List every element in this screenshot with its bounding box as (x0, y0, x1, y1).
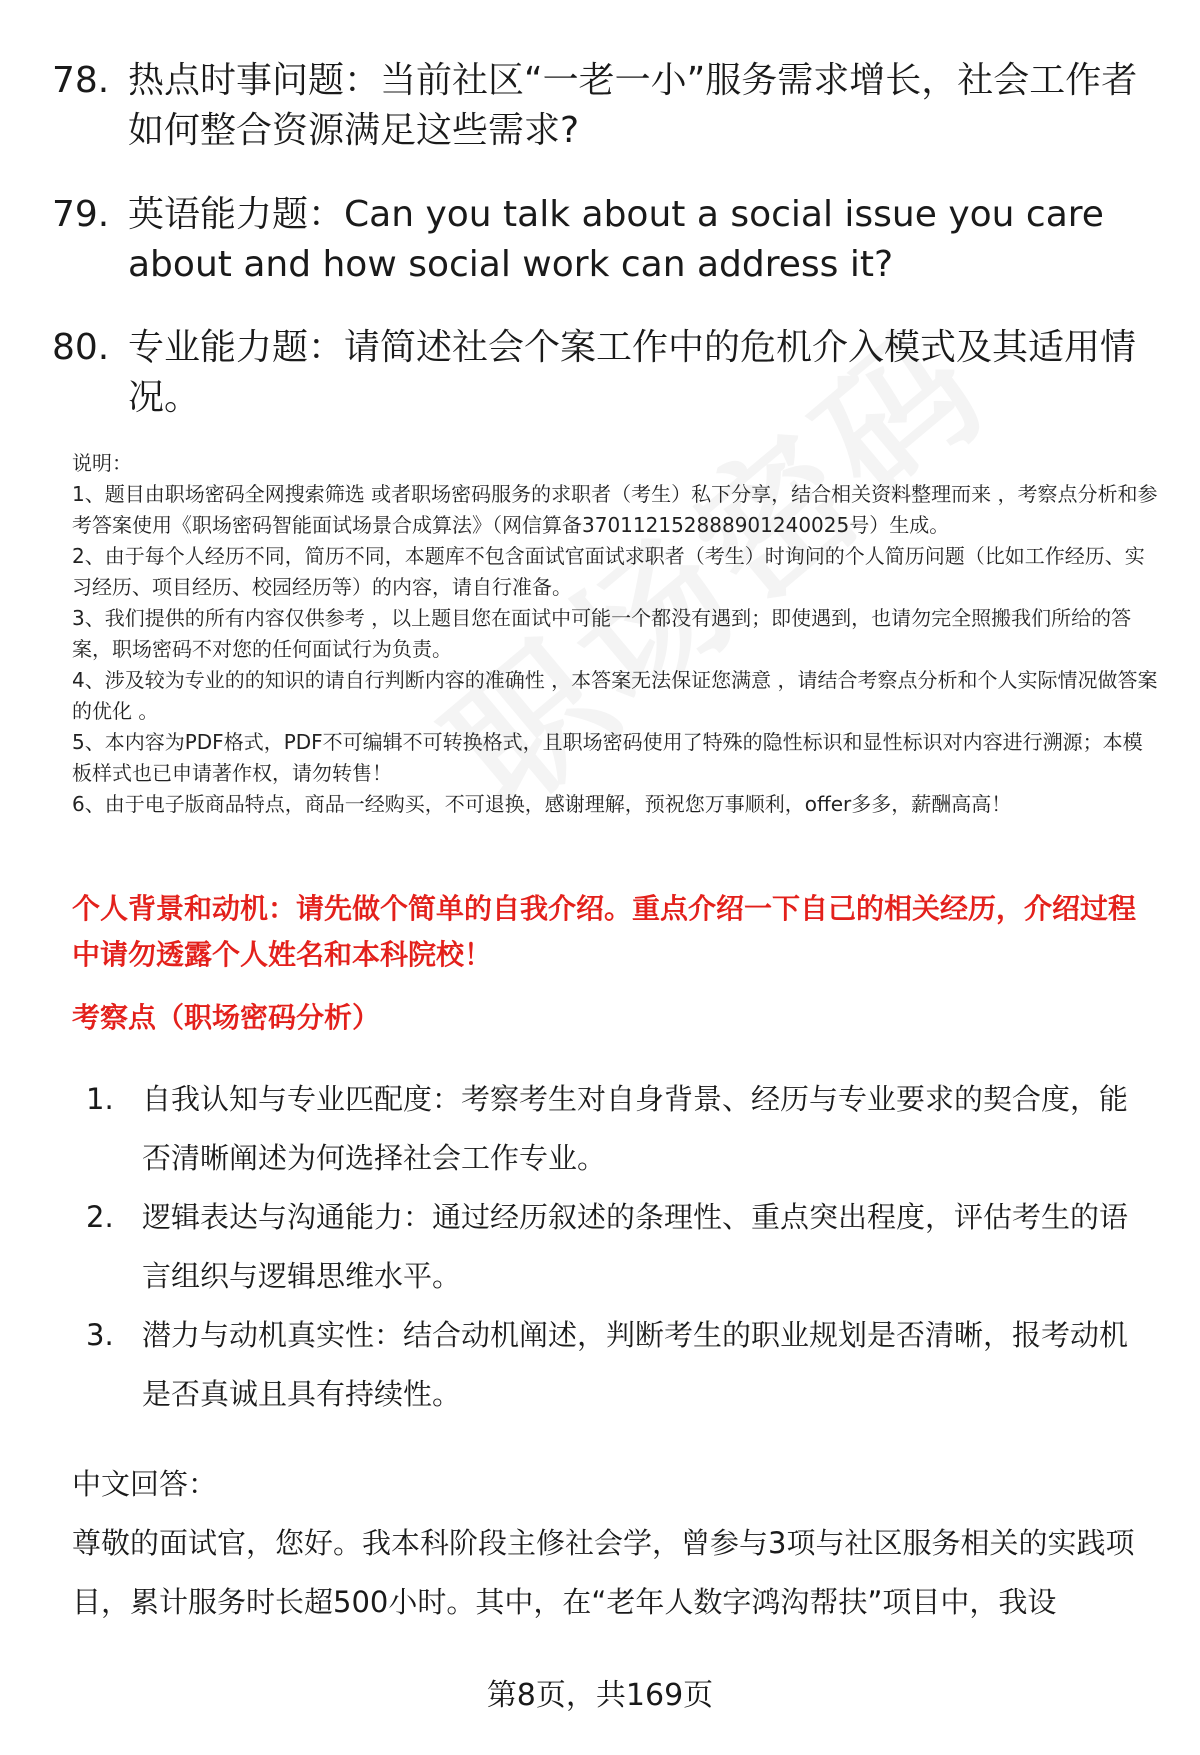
point-number: 1. (86, 1082, 114, 1116)
section-heading: 个人背景和动机：请先做个简单的自我介绍。重点介绍一下自己的相关经历，介绍过程中请勿透露个人姓名和本科院校！ (72, 892, 1137, 971)
question-number: 79. (52, 194, 110, 235)
page-number: 第8页，共169页 (486, 1678, 714, 1713)
note-item: 2、由于每个人经历不同，简历不同，本题库不包含面试官面试求职者（考生）时询问的个人简历问题（比如工作经历、实习经历、项目经历、校园经历等）的内容，请自行准备。 (72, 544, 1145, 599)
point-text: 自我认知与专业匹配度：考察考生对自身背景、经历与专业要求的契合度，能否清晰阐述为何选择社会工作专业。 (142, 1082, 1129, 1175)
notes-section (72, 448, 1162, 820)
note-item: 3、我们提供的所有内容仅供参考 ，以上题目您在面试中可能一个都没有遇到；即使遇到，也请勿完全照搬我们所给的答案，职场密码不对您的任何面试行为负责。 (72, 606, 1132, 661)
points-heading: 考察点（职场密码分析） (72, 1001, 381, 1034)
answer-heading: 中文回答： (72, 1467, 218, 1501)
question-text: 专业能力题：请简述社会个案工作中的危机介入模式及其适用情况。 (128, 327, 1137, 418)
point-text: 潜力与动机真实性：结合动机阐述，判断考生的职业规划是否清晰，报考动机是否真诚且具有持续性。 (142, 1318, 1129, 1411)
question-79 (52, 190, 1142, 290)
note-item: 5、本内容为PDF格式，PDF不可编辑不可转换格式，且职场密码使用了特殊的隐性标识和显性标识对内容进行溯源；本模板样式也已申请著作权，请勿转售！ (72, 730, 1143, 785)
question-text: 英语能力题：Can you talk about a social issue you care about and how social work can address it? (128, 194, 1104, 285)
point-item (72, 1070, 1152, 1188)
question-text: 热点时事问题：当前社区“一老一小”服务需求增长，社会工作者如何整合资源满足这些需求? (128, 60, 1138, 151)
point-item (72, 1188, 1152, 1306)
question-number: 80. (52, 327, 110, 368)
notes-title: 说明： (72, 451, 132, 475)
point-item (72, 1306, 1152, 1424)
point-number: 2. (86, 1200, 114, 1234)
points-list (72, 1070, 1152, 1424)
note-item: 4、涉及较为专业的的知识的请自行判断内容的准确性 ，本答案无法保证您满意 ，请结合考察点分析和个人实际情况做答案的优化 。 (72, 668, 1158, 723)
note-item: 6、由于电子版商品特点，商品一经购买，不可退换，感谢理解，预祝您万事顺利，offer多多，薪酬高高！ (72, 792, 1012, 816)
question-number: 78. (52, 60, 110, 101)
point-text: 逻辑表达与沟通能力：通过经历叙述的条理性、重点突出程度，评估考生的语言组织与逻辑思维水平。 (142, 1200, 1129, 1293)
question-78 (52, 56, 1142, 156)
note-item: 1、题目由职场密码全网搜索筛选 或者职场密码服务的求职者（考生）私下分享，结合相关资料整理而来 ，考察点分析和参考答案使用《职场密码智能面试场景合成算法》（网信算备370112152888901240025号）生成。 (72, 482, 1158, 537)
point-number: 3. (86, 1318, 114, 1352)
answer-text: 尊敬的面试官，您好。我本科阶段主修社会学，曾参与3项与社区服务相关的实践项目，累计服务时长超500小时。其中，在“老年人数字鸿沟帮扶”项目中，我设 (72, 1526, 1135, 1619)
question-80 (52, 323, 1142, 423)
